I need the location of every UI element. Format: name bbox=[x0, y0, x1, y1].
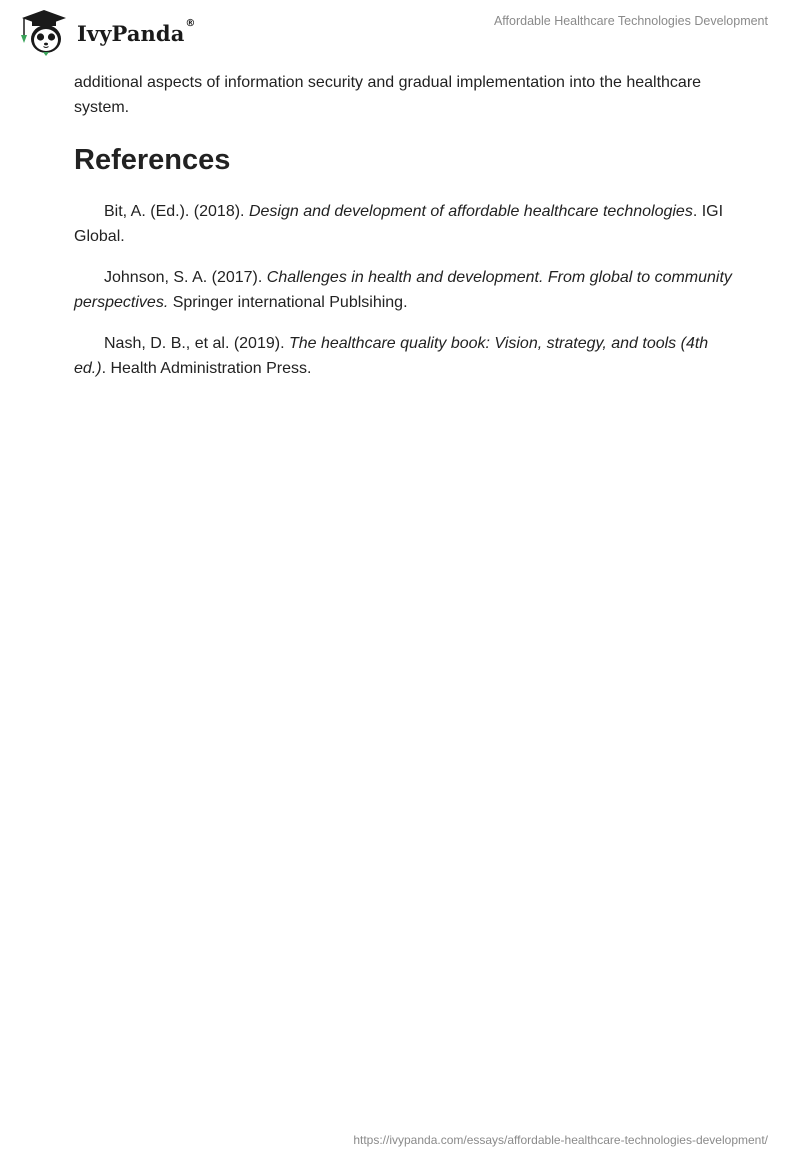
reference-publisher: . Health Administration Press. bbox=[101, 360, 312, 377]
intro-paragraph: additional aspects of information security and gradual implementation into the healthcare system. bbox=[74, 74, 702, 116]
document-title: Affordable Healthcare Technologies Development bbox=[493, 14, 768, 28]
reference-item bbox=[74, 331, 734, 381]
ivypanda-logo[interactable] bbox=[14, 8, 196, 56]
reference-publisher: . IGI Global. bbox=[74, 203, 724, 245]
reference-authors: Nash, D. B., et al. (2019). bbox=[104, 335, 289, 352]
reference-publisher: Springer international Publsihing. bbox=[168, 294, 408, 311]
panda-graduate-icon bbox=[14, 8, 74, 56]
reference-authors: Bit, A. (Ed.). (2018). bbox=[104, 203, 249, 220]
reference-item bbox=[74, 199, 734, 249]
reference-title: Challenges in health and development. From global to community perspectives. bbox=[74, 269, 732, 311]
source-url[interactable]: https://ivypanda.com/essays/affordable-healthcare-technologies-development/ bbox=[353, 1133, 768, 1147]
document-body bbox=[74, 70, 734, 397]
reference-title: Design and development of affordable healthcare technologies bbox=[248, 203, 693, 220]
reference-item bbox=[74, 265, 734, 315]
reference-title: The healthcare quality book: Vision, strategy, and tools (4th ed.) bbox=[74, 335, 709, 377]
reference-authors: Johnson, S. A. (2017). bbox=[104, 269, 267, 286]
brand-name: IvyPanda® bbox=[77, 17, 196, 46]
registered-mark: ® bbox=[185, 17, 196, 29]
page-header bbox=[0, 0, 800, 60]
references-heading: References bbox=[74, 144, 231, 176]
